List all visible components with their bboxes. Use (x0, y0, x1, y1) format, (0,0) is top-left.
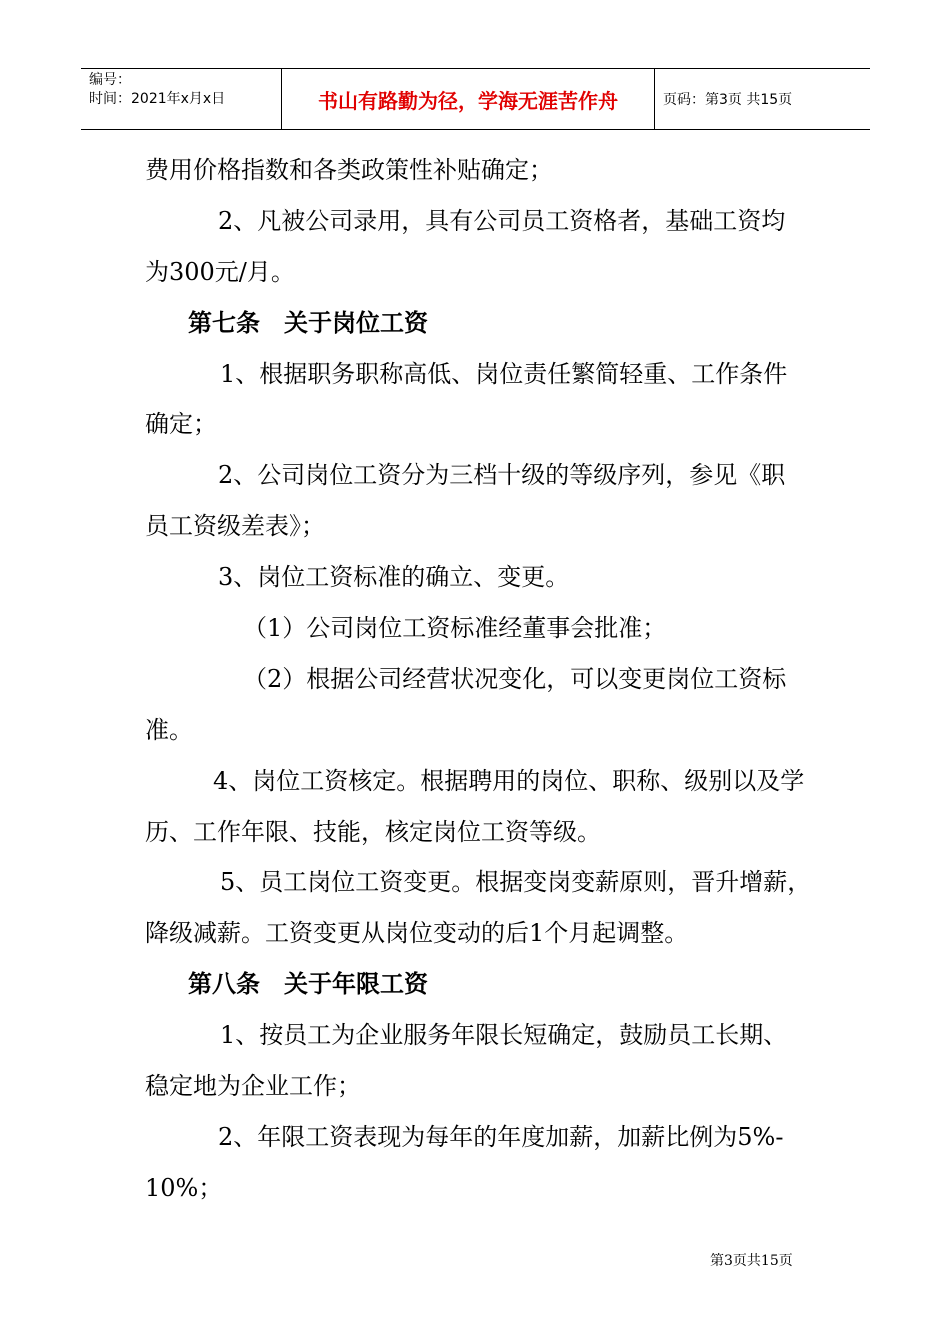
body-line: 历、工作年限、技能，核定岗位工资等级。 (145, 818, 601, 846)
body-line: 为300元/月。 (145, 258, 295, 286)
body-line: （2）根据公司经营状况变化，可以变更岗位工资标 (243, 665, 787, 693)
body-line: 2、公司岗位工资分为三档十级的等级序列，参见《职 (218, 461, 786, 489)
body-line: 10%； (145, 1174, 223, 1202)
document-code-label: 编号： (89, 72, 131, 88)
body-line: 2、凡被公司录用，具有公司员工资格者，基础工资均 (218, 207, 786, 235)
body-line: 1、按员工为企业服务年限长短确定，鼓励员工长期、 (220, 1021, 788, 1049)
body-line: 1、根据职务职称高低、岗位责任繁简轻重、工作条件 (220, 360, 788, 388)
header-motto: 书山有路勤为径，学海无涯苦作舟 (281, 69, 655, 129)
body-line: 员工资级差表》； (145, 512, 325, 540)
body-line: 2、年限工资表现为每年的年度加薪，加薪比例为5%- (218, 1123, 784, 1151)
body-line: 稳定地为企业工作； (145, 1072, 361, 1100)
body-line: 准。 (145, 716, 193, 744)
section-heading-article-7: 第七条 关于岗位工资 (188, 309, 428, 337)
header-page-number: 页码：第3页 共15页 (663, 92, 793, 108)
body-line: 5、员工岗位工资变更。根据变岗变薪原则，晋升增薪， (220, 868, 812, 896)
page-footer-number: 第3页共15页 (710, 1253, 793, 1269)
body-line: 降级减薪。工资变更从岗位变动的后1个月起调整。 (145, 919, 689, 947)
body-line: 3、岗位工资标准的确立、变更。 (218, 563, 570, 591)
body-line: 费用价格指数和各类政策性补贴确定； (145, 156, 553, 184)
body-line: （1）公司岗位工资标准经董事会批准； (243, 614, 667, 642)
body-line: 确定； (145, 410, 217, 438)
document-time-label: 时间：2021年x月x日 (89, 91, 226, 107)
body-line: 4、岗位工资核定。根据聘用的岗位、职称、级别以及学 (213, 767, 805, 795)
header-left-cell (81, 69, 281, 129)
section-heading-article-8: 第八条 关于年限工资 (188, 970, 428, 998)
page-header-table (81, 68, 870, 130)
